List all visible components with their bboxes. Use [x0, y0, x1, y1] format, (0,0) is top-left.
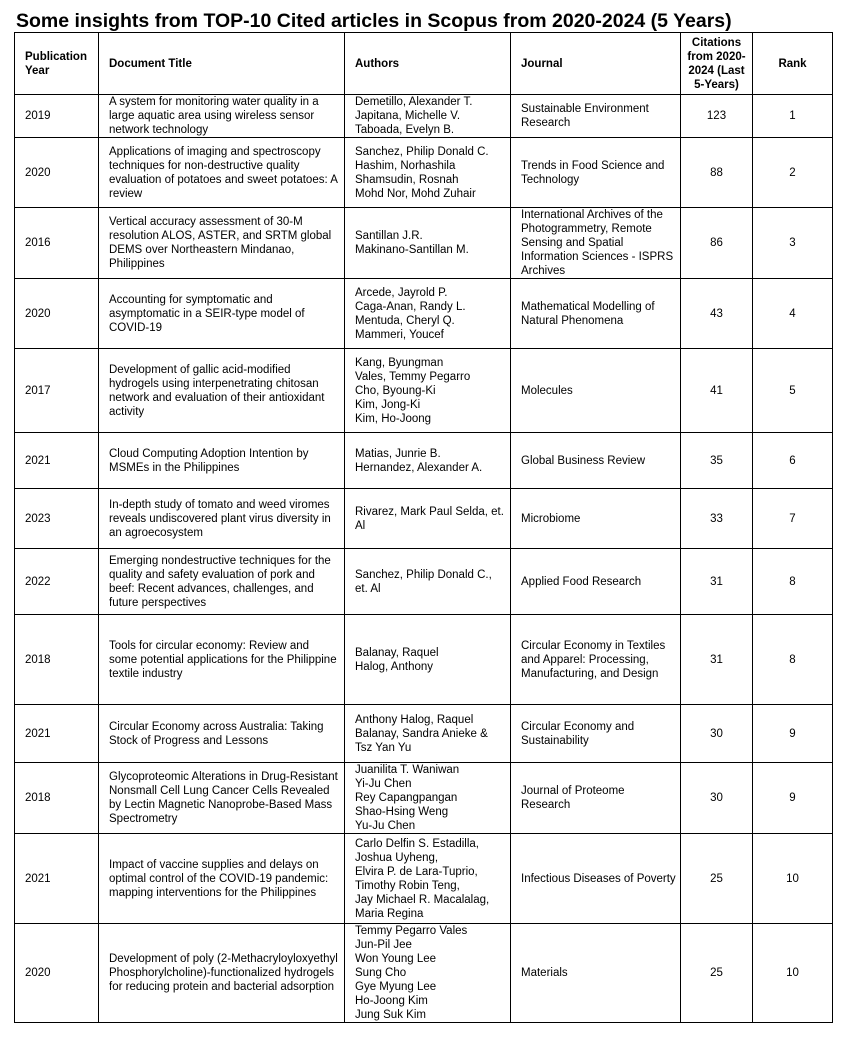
cell-rank: 5: [753, 349, 833, 433]
table-row: [15, 705, 833, 763]
cell-rank: 6: [753, 433, 833, 489]
table-row: [15, 924, 833, 1023]
table-row: [15, 489, 833, 549]
cell-publication-year: 2021: [15, 433, 99, 489]
cell-citations: 33: [681, 489, 753, 549]
cell-document-title: Emerging nondestructive techniques for the quality and safety evaluation of pork and beef: Recent advances, challenges, and future perspectives: [99, 549, 345, 615]
header-authors: Authors: [345, 33, 511, 95]
table-row: [15, 834, 833, 924]
cell-citations: 41: [681, 349, 753, 433]
table-row: [15, 208, 833, 279]
cell-document-title: Circular Economy across Australia: Taking Stock of Progress and Lessons: [99, 705, 345, 763]
cell-publication-year: 2023: [15, 489, 99, 549]
cell-citations: 35: [681, 433, 753, 489]
cell-document-title: Applications of imaging and spectroscopy techniques for non-destructive quality evaluation of potatoes and sweet potatoes: A review: [99, 138, 345, 208]
cell-rank: 10: [753, 834, 833, 924]
cell-journal: Global Business Review: [511, 433, 681, 489]
header-rank: Rank: [753, 33, 833, 95]
cell-journal: Microbiome: [511, 489, 681, 549]
cell-document-title: Impact of vaccine supplies and delays on optimal control of the COVID-19 pandemic: mapping interventions for the Philippines: [99, 834, 345, 924]
cell-document-title: Development of poly (2-Methacryloyloxyethyl Phosphorylcholine)-functionalized hydrogels for reducing protein and bacterial adsorption: [99, 924, 345, 1023]
cell-rank: 7: [753, 489, 833, 549]
cell-journal: Applied Food Research: [511, 549, 681, 615]
cell-journal: Molecules: [511, 349, 681, 433]
table-row: [15, 95, 833, 138]
cell-rank: 9: [753, 763, 833, 834]
cell-citations: 25: [681, 834, 753, 924]
cell-authors: Carlo Delfin S. Estadilla, Joshua Uyheng, Elvira P. de Lara-Tuprio, Timothy Robin Teng, Jay Michael R. Macalalag, Maria Regina: [345, 834, 511, 924]
cell-journal: Infectious Diseases of Poverty: [511, 834, 681, 924]
cell-rank: 9: [753, 705, 833, 763]
cell-citations: 86: [681, 208, 753, 279]
cell-authors: Matias, Junrie B. Hernandez, Alexander A.: [345, 433, 511, 489]
cell-document-title: Cloud Computing Adoption Intention by MSMEs in the Philippines: [99, 433, 345, 489]
cell-document-title: Tools for circular economy: Review and some potential applications for the Philippine textile industry: [99, 615, 345, 705]
cell-authors: Rivarez, Mark Paul Selda, et. Al: [345, 489, 511, 549]
cell-journal: Mathematical Modelling of Natural Phenomena: [511, 279, 681, 349]
table-row: [15, 615, 833, 705]
cell-authors: Santillan J.R. Makinano-Santillan M.: [345, 208, 511, 279]
table-row: [15, 349, 833, 433]
cell-document-title: Accounting for symptomatic and asymptomatic in a SEIR-type model of COVID-19: [99, 279, 345, 349]
cell-journal: Trends in Food Science and Technology: [511, 138, 681, 208]
citations-table: [14, 32, 833, 1023]
cell-citations: 25: [681, 924, 753, 1023]
cell-citations: 123: [681, 95, 753, 138]
cell-publication-year: 2018: [15, 763, 99, 834]
cell-publication-year: 2016: [15, 208, 99, 279]
cell-publication-year: 2020: [15, 279, 99, 349]
cell-citations: 43: [681, 279, 753, 349]
cell-publication-year: 2018: [15, 615, 99, 705]
cell-publication-year: 2021: [15, 705, 99, 763]
cell-journal: Circular Economy and Sustainability: [511, 705, 681, 763]
header-journal: Journal: [511, 33, 681, 95]
cell-journal: Sustainable Environment Research: [511, 95, 681, 138]
cell-citations: 31: [681, 549, 753, 615]
cell-rank: 8: [753, 549, 833, 615]
table-row: [15, 763, 833, 834]
cell-citations: 88: [681, 138, 753, 208]
cell-publication-year: 2022: [15, 549, 99, 615]
cell-citations: 30: [681, 763, 753, 834]
table-row: [15, 279, 833, 349]
table-row: [15, 138, 833, 208]
header-row: [15, 33, 833, 95]
header-citations: Citations from 2020-2024 (Last 5-Years): [681, 33, 753, 95]
cell-citations: 30: [681, 705, 753, 763]
cell-authors: Juanilita T. Waniwan Yi-Ju Chen Rey Capangpangan Shao-Hsing Weng Yu-Ju Chen: [345, 763, 511, 834]
table-row: [15, 549, 833, 615]
cell-authors: Sanchez, Philip Donald C. Hashim, Norhashila Shamsudin, Rosnah Mohd Nor, Mohd Zuhair: [345, 138, 511, 208]
cell-authors: Demetillo, Alexander T. Japitana, Michelle V. Taboada, Evelyn B.: [345, 95, 511, 138]
cell-document-title: In-depth study of tomato and weed viromes reveals undiscovered plant virus diversity in an agroecosystem: [99, 489, 345, 549]
cell-authors: Balanay, Raquel Halog, Anthony: [345, 615, 511, 705]
cell-publication-year: 2021: [15, 834, 99, 924]
cell-journal: Circular Economy in Textiles and Apparel: Processing, Manufacturing, and Design: [511, 615, 681, 705]
cell-authors: Arcede, Jayrold P. Caga-Anan, Randy L. Mentuda, Cheryl Q. Mammeri, Youcef: [345, 279, 511, 349]
cell-rank: 10: [753, 924, 833, 1023]
cell-journal: Journal of Proteome Research: [511, 763, 681, 834]
cell-rank: 4: [753, 279, 833, 349]
cell-journal: Materials: [511, 924, 681, 1023]
cell-citations: 31: [681, 615, 753, 705]
table-row: [15, 433, 833, 489]
cell-journal: International Archives of the Photogrammetry, Remote Sensing and Spatial Information Sciences - ISPRS Archives: [511, 208, 681, 279]
cell-rank: 1: [753, 95, 833, 138]
cell-document-title: Glycoproteomic Alterations in Drug-Resistant Nonsmall Cell Lung Cancer Cells Revealed by Lectin Magnetic Nanoprobe-Based Mass Spectrometry: [99, 763, 345, 834]
cell-publication-year: 2020: [15, 924, 99, 1023]
cell-authors: Sanchez, Philip Donald C., et. Al: [345, 549, 511, 615]
cell-rank: 8: [753, 615, 833, 705]
cell-rank: 2: [753, 138, 833, 208]
cell-publication-year: 2017: [15, 349, 99, 433]
cell-publication-year: 2019: [15, 95, 99, 138]
cell-authors: Temmy Pegarro Vales Jun-Pil Jee Won Young Lee Sung Cho Gye Myung Lee Ho-Joong Kim Jung Suk Kim: [345, 924, 511, 1023]
cell-document-title: Development of gallic acid-modified hydrogels using interpenetrating chitosan network and evaluation of their antioxidant activity: [99, 349, 345, 433]
header-publication-year: Publication Year: [15, 33, 99, 95]
cell-document-title: A system for monitoring water quality in a large aquatic area using wireless sensor network technology: [99, 95, 345, 138]
cell-publication-year: 2020: [15, 138, 99, 208]
header-document-title: Document Title: [99, 33, 345, 95]
page-title: Some insights from TOP-10 Cited articles in Scopus from 2020-2024 (5 Years): [16, 10, 732, 32]
cell-rank: 3: [753, 208, 833, 279]
cell-document-title: Vertical accuracy assessment of 30-M resolution ALOS, ASTER, and SRTM global DEMS over Northeastern Mindanao, Philippines: [99, 208, 345, 279]
cell-authors: Anthony Halog, Raquel Balanay, Sandra Anieke & Tsz Yan Yu: [345, 705, 511, 763]
cell-authors: Kang, Byungman Vales, Temmy Pegarro Cho, Byoung-Ki Kim, Jong-Ki Kim, Ho-Joong: [345, 349, 511, 433]
